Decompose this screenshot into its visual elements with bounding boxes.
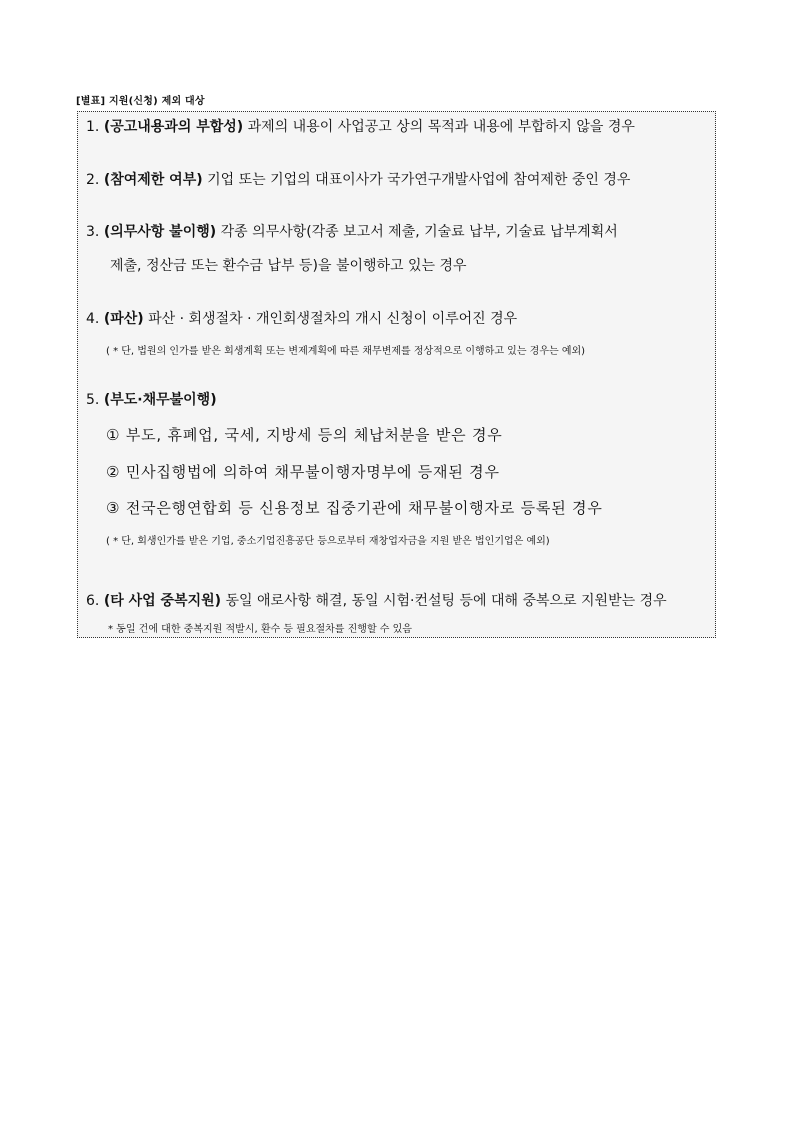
item-4-note: ( * 단, 법원의 인가를 받은 회생계획 또는 변제계획에 따른 채무변제를 정상적으로 이행하고 있는 경우는 예외) (106, 346, 586, 357)
item-1: 1. (공고내용과의 부합성) 과제의 내용이 사업공고 상의 목적과 내용에 부합하지 않을 경우 (86, 119, 635, 135)
page-heading: [별표] 지원(신청) 제외 대상 (76, 96, 205, 107)
item-5-sub-2: ② 민사집행법에 의하여 채무불이행자명부에 등재된 경우 (106, 463, 500, 481)
item-6: 6. (타 사업 중복지원) 동일 애로사항 해결, 동일 시험·컨설팅 등에 대해 중복으로 지원받는 경우 (86, 593, 667, 609)
item-5-sub-1: ① 부도, 휴폐업, 국세, 지방세 등의 체납처분을 받은 경우 (106, 426, 503, 444)
item-3: 3. (의무사항 불이행) 각종 의무사항(각종 보고서 제출, 기술료 납부, 기술료 납부계획서 (86, 224, 618, 240)
item-3-title: (의무사항 불이행) (103, 224, 217, 240)
item-4-text: 파산 · 회생절차 · 개인회생절차의 개시 신청이 이루어진 경우 (143, 311, 518, 327)
exclusion-criteria-box (77, 111, 716, 638)
item-2-title: (참여제한 여부) (103, 172, 203, 188)
item-2: 2. (참여제한 여부) 기업 또는 기업의 대표이사가 국가연구개발사업에 참여제한 중인 경우 (86, 172, 631, 188)
item-6-note: * 동일 건에 대한 중복지원 적발시, 환수 등 필요절차를 진행할 수 있음 (108, 624, 412, 635)
item-2-text: 기업 또는 기업의 대표이사가 국가연구개발사업에 참여제한 중인 경우 (202, 172, 631, 188)
item-4: 4. (파산) 파산 · 회생절차 · 개인회생절차의 개시 신청이 이루어진 경우 (86, 311, 518, 327)
item-3-text: 각종 의무사항(각종 보고서 제출, 기술료 납부, 기술료 납부계획서 (216, 224, 618, 240)
item-6-text: 동일 애로사항 해결, 동일 시험·컨설팅 등에 대해 중복으로 지원받는 경우 (221, 593, 667, 609)
item-5-title: (부도·채무불이행) (103, 392, 217, 408)
item-6-title: (타 사업 중복지원) (103, 593, 222, 609)
item-4-title: (파산) (103, 311, 144, 327)
item-1-title: (공고내용과의 부합성) (103, 119, 244, 135)
item-5: 5. (부도·채무불이행) (86, 392, 217, 408)
item-5-note: ( * 단, 회생인가를 받은 기업, 중소기업진흥공단 등으로부터 재창업자금을 지원 받은 법인기업은 예외) (106, 536, 550, 547)
item-1-text: 과제의 내용이 사업공고 상의 목적과 내용에 부합하지 않을 경우 (243, 119, 635, 135)
item-3-text-cont: 제출, 정산금 또는 환수금 납부 등)을 불이행하고 있는 경우 (110, 258, 467, 274)
item-5-sub-3: ③ 전국은행연합회 등 신용정보 집중기관에 채무불이행자로 등록된 경우 (106, 499, 603, 517)
